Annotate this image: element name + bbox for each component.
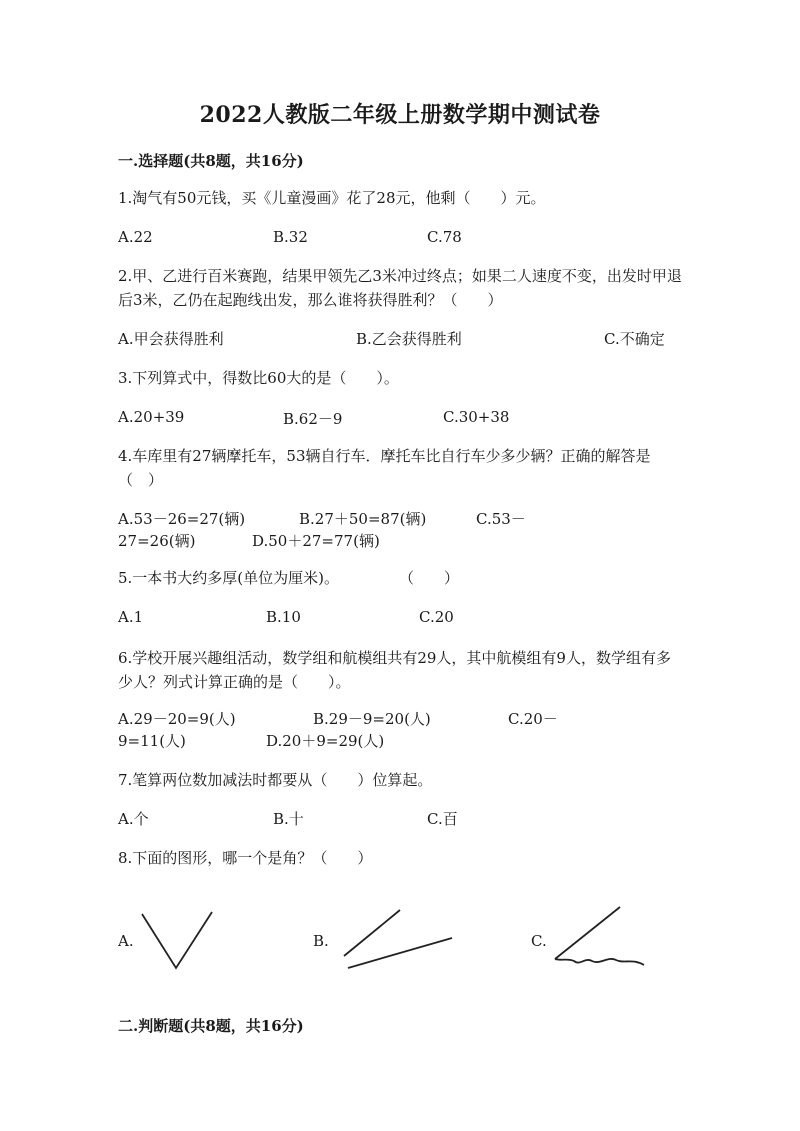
question-7: 7.笔算两位数加减法时都要从（ ）位算起。 [118,771,433,789]
page-title: 2022人教版二年级上册数学期中测试卷 [199,102,601,128]
option-8b-label: B. [313,932,329,950]
option-3c: C.30+38 [443,408,510,426]
option-5a: A.1 [118,608,144,626]
question-6: 6.学校开展兴趣组活动，数学组和航模组共有29人，其中航模组有9人，数学组有多少人？列式计算正确的是（ ）。 [118,649,671,691]
question-1: 1.淘气有50元钱，买《儿童漫画》花了28元，他剩（ ）元。 [118,189,546,207]
option-6d: D.20＋9=29(人) [266,732,385,750]
option-6b: B.29－9=20(人) [313,710,431,728]
option-7b: B.十 [273,810,304,828]
option-4c: C.53－ [476,510,526,528]
option-5c: C.20 [419,608,454,626]
option-3b: B.62－9 [283,410,343,428]
option-3a: A.20+39 [118,408,185,426]
option-4c-continued: 27=26(辆) [118,532,196,550]
option-2b: B.乙会获得胜利 [356,330,462,348]
option-7a: A.个 [118,810,149,828]
section-heading-judgment: 二.判断题(共8题，共16分) [118,1017,304,1035]
question-5: 5.一本书大约多厚(单位为厘米)。 （ ） [118,569,460,587]
option-2a: A.甲会获得胜利 [118,330,224,348]
question-8: 8.下面的图形，哪一个是角？（ ） [118,849,373,867]
question-2: 2.甲、乙进行百米赛跑，结果甲领先乙3米冲过终点；如果二人速度不变，出发时甲退后3米，乙仍在起跑线出发，那么谁将获得胜利？（ ） [118,267,682,309]
option-4d: D.50＋27=77(辆) [252,532,380,550]
figure-angle-curved-side [550,903,650,973]
question-3: 3.下列算式中，得数比60大的是（ ）。 [118,369,399,387]
option-6c: C.20－ [508,710,558,728]
option-1b: B.32 [273,228,308,246]
option-8c-label: C. [531,932,547,950]
option-1a: A.22 [118,228,153,246]
option-4a: A.53－26=27(辆) [118,510,246,528]
figure-angle-v [138,908,218,972]
option-2c: C.不确定 [604,330,665,348]
option-6a: A.29－20=9(人) [118,710,236,728]
option-1c: C.78 [427,228,462,246]
figure-two-separate-lines [340,906,456,972]
section-heading-choice: 一.选择题(共8题，共16分) [118,152,304,170]
option-5b: B.10 [266,608,301,626]
option-6c-continued: 9=11(人) [118,732,186,750]
option-7c: C.百 [427,810,458,828]
option-4b: B.27＋50=87(辆) [299,510,427,528]
question-4: 4.车库里有27辆摩托车，53辆自行车．摩托车比自行车少多少辆？正确的解答是（ ） [118,447,651,489]
option-8a-label: A. [118,932,134,950]
